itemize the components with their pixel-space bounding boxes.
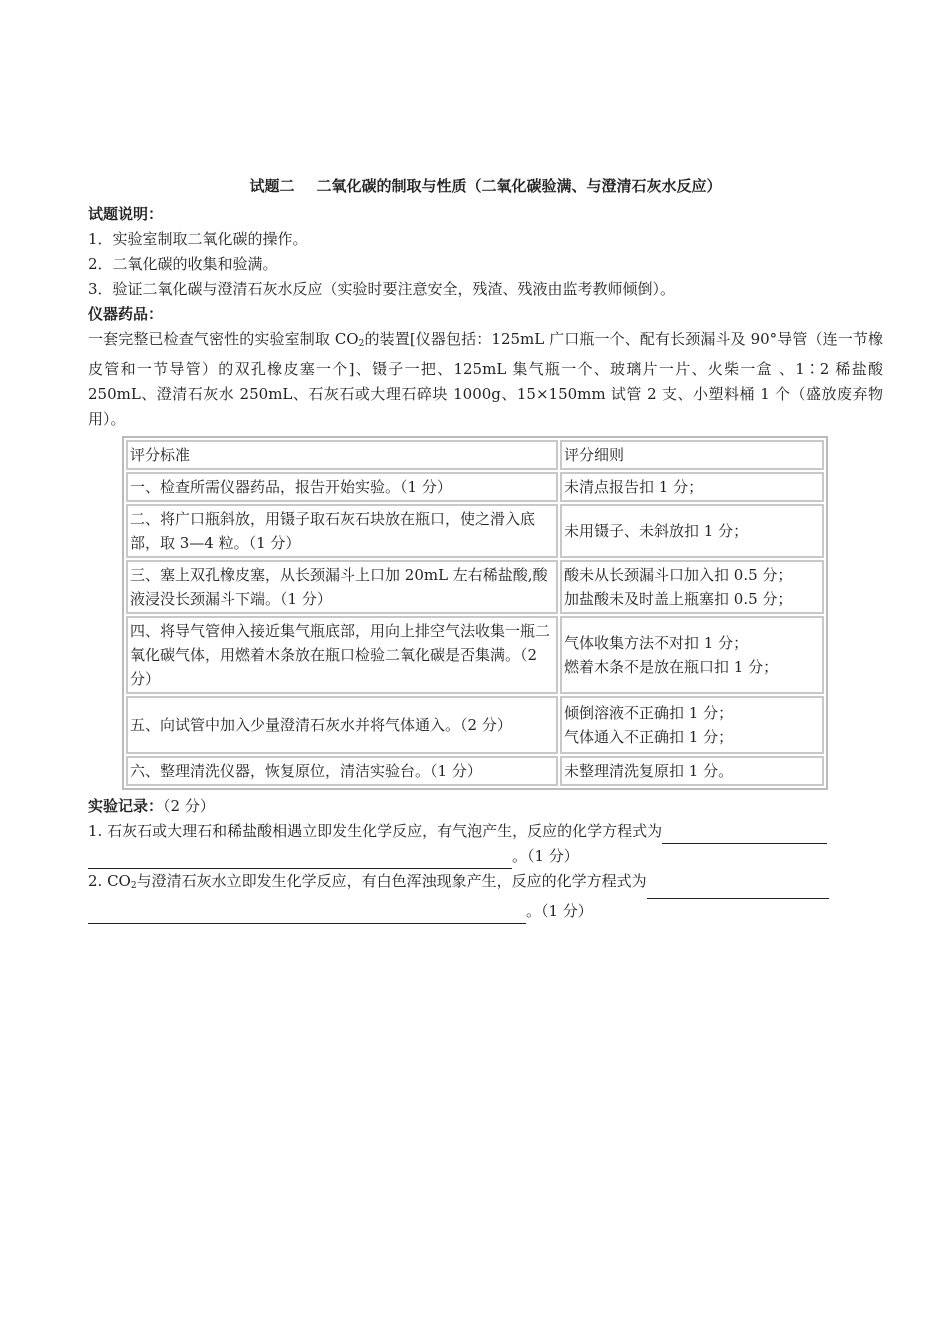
table-header-row: [126, 440, 824, 470]
table-header: 评分标准: [126, 440, 558, 470]
record-heading-line: [88, 794, 883, 819]
table-row: [126, 472, 824, 502]
materials-text-b: 的装置[仪器包括：125mL 广口瓶一个、配有长颈漏斗及 90°导管（连一节橡皮管和一节导管）的双孔橡皮塞一个]、镊子一把、125mL 集气瓶一个、玻璃片一片、火柴一盒 、1∶2 稀盐酸 250mL、澄清石灰水 250mL、石灰石或大理石碎块 1000g、15×150mm 试管 2 支、小塑料桶 1 个（盛放废弃物用）。: [88, 330, 884, 428]
question-title: 二氧化碳的制取与性质（二氧化碳验满、与澄清石灰水反应）: [316, 177, 722, 195]
record-question-2-cont: [88, 899, 883, 924]
description-item: 1．实验室制取二氧化碳的操作。: [88, 230, 308, 248]
answer-blank[interactable]: [662, 826, 827, 844]
page-title: [88, 170, 883, 202]
q2-text-b: 与澄清石灰水立即发生化学反应，有白色浑浊现象产生，反应的化学方程式为: [136, 872, 647, 890]
q2-text-a: 2. CO: [88, 872, 131, 890]
record-question-2: [88, 869, 883, 899]
q2-end: 。（1 分）: [526, 902, 593, 920]
standard-cell: 二、将广口瓶斜放，用镊子取石灰石块放在瓶口，使之滑入底部，取 3—4 粒。（1 分）: [126, 504, 558, 558]
record-score: （2 分）: [163, 797, 215, 815]
materials-text: [88, 327, 883, 432]
rules-cell: 气体收集方法不对扣 1 分； 燃着木条不是放在瓶口扣 1 分；: [560, 616, 824, 694]
standard-cell: 五、向试管中加入少量澄清石灰水并将气体通入。（2 分）: [126, 696, 558, 754]
answer-blank[interactable]: [88, 851, 512, 869]
table-row: [126, 616, 824, 694]
standard-cell: 四、将导气管伸入接近集气瓶底部，用向上排空气法收集一瓶二氧化碳气体，用燃着木条放在瓶口检验二氧化碳是否集满。（2 分）: [126, 616, 558, 694]
materials-text-a: 一套完整已检查气密性的实验室制取 CO: [88, 330, 359, 348]
standard-cell: 六、整理清洗仪器，恢复原位，清洁实验台。（1 分）: [126, 756, 558, 786]
rules-cell: 未清点报告扣 1 分；: [560, 472, 824, 502]
table-row: [126, 696, 824, 754]
q1-end: 。（1 分）: [512, 847, 579, 865]
materials-subscript: 2: [358, 339, 365, 349]
table-row: [126, 504, 824, 558]
record-question-1: [88, 819, 883, 844]
description-item: 2．二氧化碳的收集和验满。: [88, 255, 278, 273]
q1-text: 1. 石灰石或大理石和稀盐酸相遇立即发生化学反应，有气泡产生，反应的化学方程式为: [88, 822, 663, 840]
materials-heading: 仪器药品：: [88, 305, 164, 323]
record-question-1-cont: [88, 844, 883, 869]
rules-cell: 倾倒溶液不正确扣 1 分； 气体通入不正确扣 1 分；: [560, 696, 824, 754]
question-number: 试题二: [249, 177, 295, 195]
standard-cell: 三、塞上双孔橡皮塞，从长颈漏斗上口加 20mL 左右稀盐酸,酸液浸没长颈漏斗下端。（1 分）: [126, 560, 558, 614]
description-heading: 试题说明：: [88, 205, 164, 223]
rules-cell: 未用镊子、未斜放扣 1 分；: [560, 504, 824, 558]
answer-blank[interactable]: [647, 881, 829, 899]
table-row: [126, 560, 824, 614]
description-item: 3．验证二氧化碳与澄清石灰水反应（实验时要注意安全，残渣、残液由监考教师倾倒）。: [88, 280, 676, 298]
record-heading: 实验记录：: [88, 797, 164, 815]
table-header: 评分细则: [560, 440, 824, 470]
q2-subscript: 2: [130, 881, 137, 891]
standard-cell: 一、检查所需仪器药品，报告开始实验。（1 分）: [126, 472, 558, 502]
answer-blank[interactable]: [88, 906, 526, 924]
rules-cell: 酸未从长颈漏斗口加入扣 0.5 分； 加盐酸未及时盖上瓶塞扣 0.5 分；: [560, 560, 824, 614]
document-page: [88, 170, 883, 924]
rules-cell: 未整理清洗复原扣 1 分。: [560, 756, 824, 786]
scoring-table: [122, 436, 828, 790]
table-row: [126, 756, 824, 786]
